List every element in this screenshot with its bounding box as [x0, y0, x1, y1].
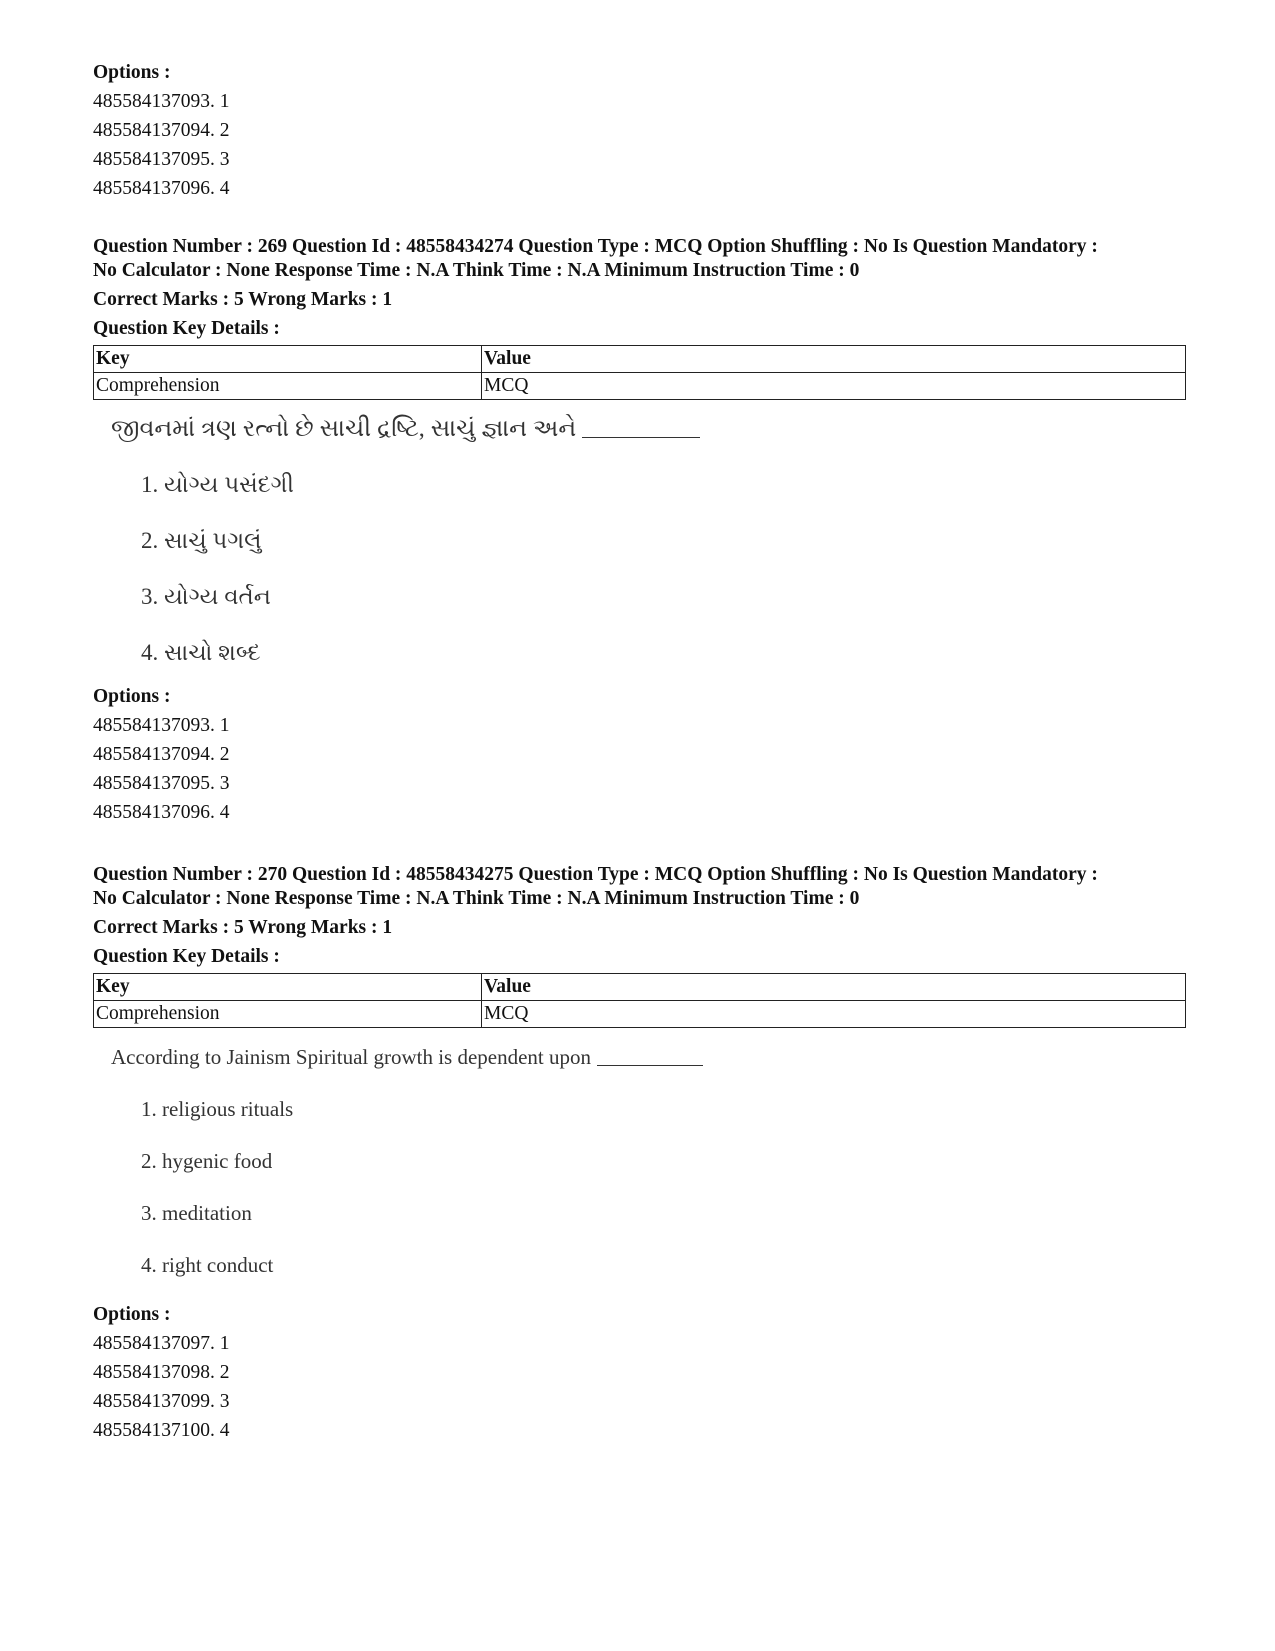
option-id: 485584137100. 4	[93, 1420, 230, 1441]
question-block-270	[93, 863, 1183, 1445]
question-choice: 1. યોગ્ય પસંદગી	[141, 472, 294, 497]
option-id: 485584137099. 3	[93, 1391, 230, 1412]
question-choice: 3. meditation	[141, 1201, 252, 1225]
table-cell-key: Comprehension	[94, 373, 482, 400]
option-id: 485584137093. 1	[93, 91, 230, 112]
option-id: 485584137094. 2	[93, 744, 230, 765]
key-details-table	[93, 973, 1186, 1028]
document-page	[93, 58, 1183, 1445]
option-id: 485584137096. 4	[93, 178, 230, 199]
question-choice: 2. hygenic food	[141, 1149, 273, 1173]
question-stem-text: According to Jainism Spiritual growth is dependent upon	[111, 1045, 592, 1069]
question-stem-text: જીવનમાં ત્રણ રત્નો છે સાચી દ્રષ્ટિ, સાચું જ્ઞાન અને	[111, 416, 577, 442]
table-header-row	[94, 346, 1186, 373]
option-id: 485584137093. 1	[93, 715, 230, 736]
question-stem	[111, 1028, 1183, 1072]
options-section-prev	[93, 58, 1183, 203]
answer-blank	[597, 1043, 703, 1066]
options-section	[93, 1300, 1183, 1445]
key-details-table	[93, 345, 1186, 400]
question-meta-line1: Question Number : 269 Question Id : 48558434274 Question Type : MCQ Option Shuffling : No Is Question Mandatory :	[93, 236, 1098, 257]
option-id: 485584137094. 2	[93, 120, 230, 141]
key-details-label: Question Key Details :	[93, 946, 280, 967]
table-header-value: Value	[482, 346, 1186, 373]
options-section	[93, 682, 1183, 827]
question-choice: 4. સાચો શબ્દ	[141, 640, 261, 665]
options-label: Options :	[93, 1304, 171, 1325]
marks-line: Correct Marks : 5 Wrong Marks : 1	[93, 289, 393, 310]
option-id: 485584137098. 2	[93, 1362, 230, 1383]
option-id: 485584137096. 4	[93, 802, 230, 823]
table-row	[94, 373, 1186, 400]
question-choice: 4. right conduct	[141, 1253, 274, 1277]
question-choice: 2. સાચું પગલું	[141, 528, 262, 553]
answer-blank	[582, 415, 700, 438]
options-label: Options :	[93, 62, 171, 83]
question-stem	[111, 400, 1183, 444]
table-header-row	[94, 974, 1186, 1001]
option-id: 485584137095. 3	[93, 773, 230, 794]
question-meta-line2: No Calculator : None Response Time : N.A Think Time : N.A Minimum Instruction Time : 0	[93, 888, 860, 909]
question-meta-line2: No Calculator : None Response Time : N.A Think Time : N.A Minimum Instruction Time : 0	[93, 260, 860, 281]
key-details-label: Question Key Details :	[93, 318, 280, 339]
table-header-key: Key	[94, 974, 482, 1001]
table-header-value: Value	[482, 974, 1186, 1001]
question-choice: 1. religious rituals	[141, 1097, 294, 1121]
question-image	[111, 1028, 1183, 1300]
table-cell-key: Comprehension	[94, 1001, 482, 1028]
question-choice: 3. યોગ્ય વર્તન	[141, 584, 271, 609]
option-id: 485584137097. 1	[93, 1333, 230, 1354]
table-row	[94, 1001, 1186, 1028]
question-image	[111, 400, 1183, 682]
options-label: Options :	[93, 686, 171, 707]
table-cell-value: MCQ	[482, 373, 1186, 400]
question-block-269	[93, 235, 1183, 827]
table-cell-value: MCQ	[482, 1001, 1186, 1028]
table-header-key: Key	[94, 346, 482, 373]
question-meta-line1: Question Number : 270 Question Id : 48558434275 Question Type : MCQ Option Shuffling : No Is Question Mandatory :	[93, 864, 1098, 885]
option-id: 485584137095. 3	[93, 149, 230, 170]
marks-line: Correct Marks : 5 Wrong Marks : 1	[93, 917, 393, 938]
